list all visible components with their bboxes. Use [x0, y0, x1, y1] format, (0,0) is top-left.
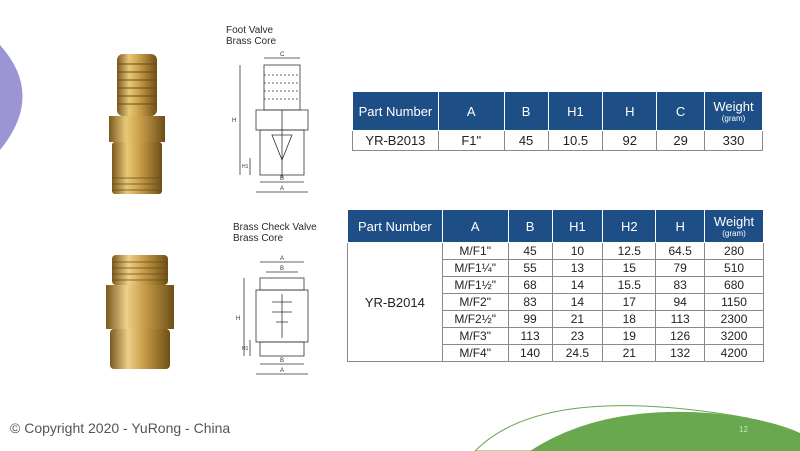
cell-a: F1" — [438, 131, 504, 151]
cell-h: 132 — [656, 345, 705, 362]
cell-h2: 15 — [603, 260, 656, 277]
cell-weight: 510 — [705, 260, 764, 277]
header-h2: H2 — [603, 210, 656, 243]
cell-b: 55 — [508, 260, 552, 277]
header-weight-label: Weight — [713, 213, 755, 229]
cell-h: 92 — [603, 131, 657, 151]
svg-text:H: H — [232, 118, 237, 124]
cell-h2: 12.5 — [603, 243, 656, 260]
cell-h: 94 — [656, 294, 705, 311]
header-c: C — [657, 92, 705, 131]
header-weight-unit: (gram) — [722, 228, 746, 238]
cell-h: 79 — [656, 260, 705, 277]
copyright-text: © Copyright 2020 - YuRong - China — [10, 420, 231, 436]
green-decor-shape — [470, 395, 800, 451]
cell-h1: 14 — [552, 294, 603, 311]
svg-text:B: B — [280, 176, 285, 182]
svg-text:A: A — [280, 368, 285, 374]
cell-weight: 330 — [705, 131, 763, 151]
cell-h1: 10.5 — [548, 131, 603, 151]
svg-text:A: A — [280, 256, 285, 262]
cell-a: M/F4" — [442, 345, 508, 362]
cell-weight: 680 — [705, 277, 764, 294]
cell-b: 113 — [508, 328, 552, 345]
svg-text:H1: H1 — [242, 346, 249, 352]
svg-text:B: B — [280, 358, 285, 364]
cell-part-number: YR-B2014 — [348, 243, 443, 362]
cell-h1: 10 — [552, 243, 603, 260]
cell-h2: 18 — [603, 311, 656, 328]
cell-h1: 24.5 — [552, 345, 603, 362]
header-weight — [705, 92, 763, 131]
cell-h2: 21 — [603, 345, 656, 362]
cell-weight: 3200 — [705, 328, 764, 345]
header-b: B — [504, 92, 548, 131]
cell-h: 83 — [656, 277, 705, 294]
cell-h: 64.5 — [656, 243, 705, 260]
cell-h2: 15.5 — [603, 277, 656, 294]
cell-h: 126 — [656, 328, 705, 345]
table-row — [348, 243, 764, 260]
cell-a: M/F1¼" — [442, 260, 508, 277]
cell-h: 113 — [656, 311, 705, 328]
purple-decor-shape — [0, 0, 40, 160]
check-valve-image — [100, 250, 180, 375]
header-part-number: Part Number — [348, 210, 443, 243]
header-h: H — [656, 210, 705, 243]
cell-b: 140 — [508, 345, 552, 362]
foot-valve-drawing — [222, 50, 327, 200]
svg-text:B: B — [280, 266, 285, 272]
cell-c: 29 — [657, 131, 705, 151]
check-valve-label: Brass Check Valve Brass Core — [233, 222, 317, 244]
foot-valve-image — [95, 52, 180, 200]
cell-b: 68 — [508, 277, 552, 294]
cell-a: M/F1" — [442, 243, 508, 260]
header-h1: H1 — [552, 210, 603, 243]
foot-valve-label: Foot Valve Brass Core — [226, 25, 277, 47]
cell-part-number: YR-B2013 — [353, 131, 439, 151]
cell-b: 83 — [508, 294, 552, 311]
check-valve-drawing — [232, 250, 332, 385]
header-weight-label: Weight — [713, 98, 754, 114]
cell-b: 45 — [504, 131, 548, 151]
table-header-row — [348, 210, 764, 243]
header-a: A — [442, 210, 508, 243]
header-weight — [705, 210, 764, 243]
svg-text:H1: H1 — [242, 164, 249, 170]
cell-a: M/F1½" — [442, 277, 508, 294]
cell-a: M/F2" — [442, 294, 508, 311]
header-weight-unit: (gram) — [721, 113, 746, 123]
foot-valve-spec-table — [352, 91, 763, 151]
table-row — [353, 131, 763, 151]
header-h1: H1 — [548, 92, 603, 131]
svg-text:H: H — [236, 316, 241, 322]
cell-h1: 13 — [552, 260, 603, 277]
cell-b: 99 — [508, 311, 552, 328]
header-h: H — [603, 92, 657, 131]
cell-b: 45 — [508, 243, 552, 260]
cell-h2: 17 — [603, 294, 656, 311]
page-number: 12 — [739, 425, 748, 434]
check-valve-spec-table — [347, 209, 764, 362]
cell-h1: 23 — [552, 328, 603, 345]
cell-h1: 14 — [552, 277, 603, 294]
cell-a: M/F2½" — [442, 311, 508, 328]
cell-h2: 19 — [603, 328, 656, 345]
header-part-number: Part Number — [353, 92, 439, 131]
cell-weight: 4200 — [705, 345, 764, 362]
header-b: B — [508, 210, 552, 243]
cell-weight: 1150 — [705, 294, 764, 311]
cell-h1: 21 — [552, 311, 603, 328]
header-a: A — [438, 92, 504, 131]
cell-weight: 280 — [705, 243, 764, 260]
cell-a: M/F3" — [442, 328, 508, 345]
cell-weight: 2300 — [705, 311, 764, 328]
table-header-row — [353, 92, 763, 131]
svg-text:C: C — [280, 52, 285, 58]
svg-text:A: A — [280, 186, 285, 192]
